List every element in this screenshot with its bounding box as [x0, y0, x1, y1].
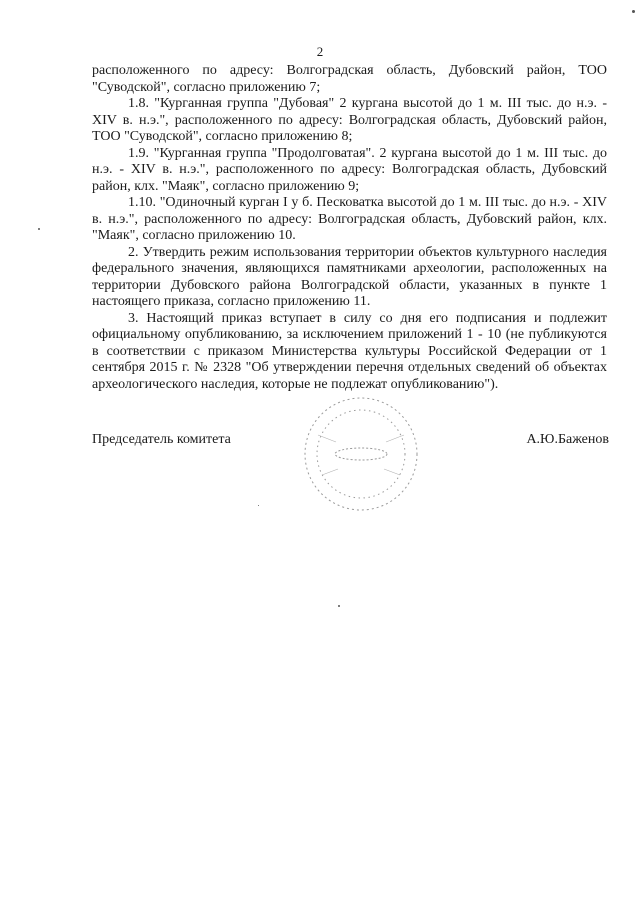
paragraph-item-1-9: 1.9. "Курганная группа "Продолговатая". 2 кургана высотой до 1 м. III тыс. до н.э. - XIV в. н.э.", расположенного по адресу: Волгоградская область, Дубовский район, клх. "Маяк", согласно приложению 9; [92, 145, 607, 194]
document-body [92, 63, 607, 393]
scan-speck [258, 505, 259, 506]
paragraph-continuation: расположенного по адресу: Волгоградская область, Дубовский район, ТОО "Суводской", согласно приложению 7; [92, 63, 607, 95]
signatory-name: А.Ю.Баженов [526, 432, 609, 447]
signature-block [92, 432, 609, 449]
scan-speck [338, 605, 340, 607]
paragraph-item-2: 2. Утвердить режим использования территории объектов культурного наследия федерального значения, являющихся памятниками археологии, расположенных на территории Дубовского района Волгоградской области, указанных в пункте 1 настоящего приказа, согласно приложению 11. [92, 244, 607, 309]
scan-speck [38, 228, 40, 230]
scan-speck [632, 10, 635, 13]
page-number: 2 [316, 44, 324, 59]
official-seal-stamp [302, 395, 420, 513]
signatory-position: Председатель комитета [92, 432, 231, 447]
paragraph-item-1-10: 1.10. "Одиночный курган I у б. Песковатка высотой до 1 м. III тыс. до н.э. - XIV в. н.э.", расположенного по адресу: Волгоградская область, Дубовский район, клх. "Маяк", согласно приложению 10. [92, 195, 607, 243]
paragraph-item-1-8: 1.8. "Курганная группа "Дубовая" 2 кургана высотой до 1 м. III тыс. до н.э. - XIV в. н.э.", расположенного по адресу: Волгоградская область, Дубовский район, ТОО "Суводской", согласно приложению 8; [92, 96, 607, 144]
paragraph-item-3: 3. Настоящий приказ вступает в силу со дня его подписания и подлежит официальному опубликованию, за исключением приложений 1 - 10 (не публикуются в соответствии с приказом Министерства культуры Российской Федерации от 1 сентября 2015 г. № 2328 "Об утверждении перечня отдельных сведений об объектах археологического наследия, которые не подлежат опубликованию"). [92, 310, 607, 392]
